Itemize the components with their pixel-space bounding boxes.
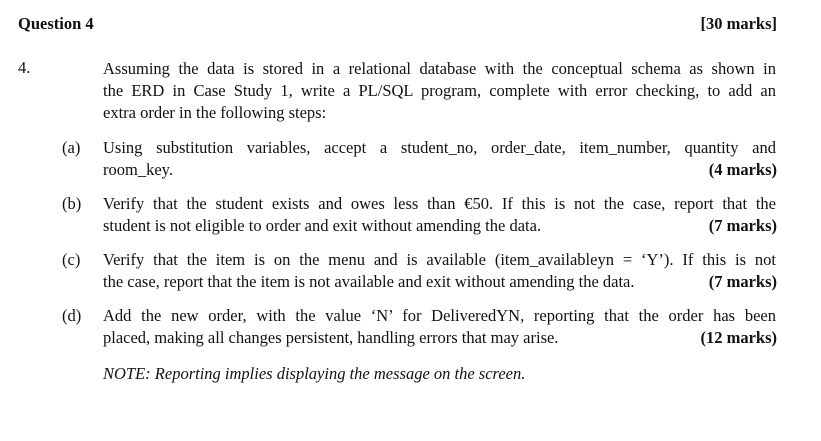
intro-line-1: Assuming the data is stored in a relational database with the conceptual schema as shown in [103, 59, 776, 78]
part-b-label: (b) [62, 194, 82, 213]
part-d-line-2: placed, making all changes persistent, handling errors that may arise. [103, 328, 559, 347]
part-c-line-1: Verify that the item is on the menu and is available (item_availableyn = ‘Y’). If this is not [103, 250, 776, 269]
part-b-line-2: student is not eligible to order and exit without amending the data. [103, 216, 542, 235]
note: NOTE: Reporting implies displaying the message on the screen. [103, 364, 526, 383]
part-c-line-2: the case, report that the item is not available and exit without amending the data. [103, 272, 635, 291]
intro-line-2: the ERD in Case Study 1, write a PL/SQL program, complete with error checking, to add an [103, 81, 776, 100]
question-number: 4. [18, 58, 31, 77]
part-a-line-1: Using substitution variables, accept a student_no, order_date, item_number, quantity and [103, 138, 776, 157]
total-marks: [30 marks] [700, 14, 777, 33]
question-title: Question 4 [18, 14, 94, 33]
part-c-label: (c) [62, 250, 81, 269]
part-b-line-1: Verify that the student exists and owes less than €50. If this is not the case, report that the [103, 194, 776, 213]
part-d-line-1: Add the new order, with the value ‘N’ for DeliveredYN, reporting that the order has been [103, 306, 776, 325]
part-a-marks: (4 marks) [708, 160, 777, 179]
part-a-label: (a) [62, 138, 81, 157]
intro-line-3: extra order in the following steps: [103, 103, 327, 122]
part-a-line-2: room_key. [103, 160, 173, 179]
part-c-marks: (7 marks) [708, 272, 777, 291]
part-d-label: (d) [62, 306, 82, 325]
part-d-marks: (12 marks) [700, 328, 777, 347]
part-b-marks: (7 marks) [708, 216, 777, 235]
